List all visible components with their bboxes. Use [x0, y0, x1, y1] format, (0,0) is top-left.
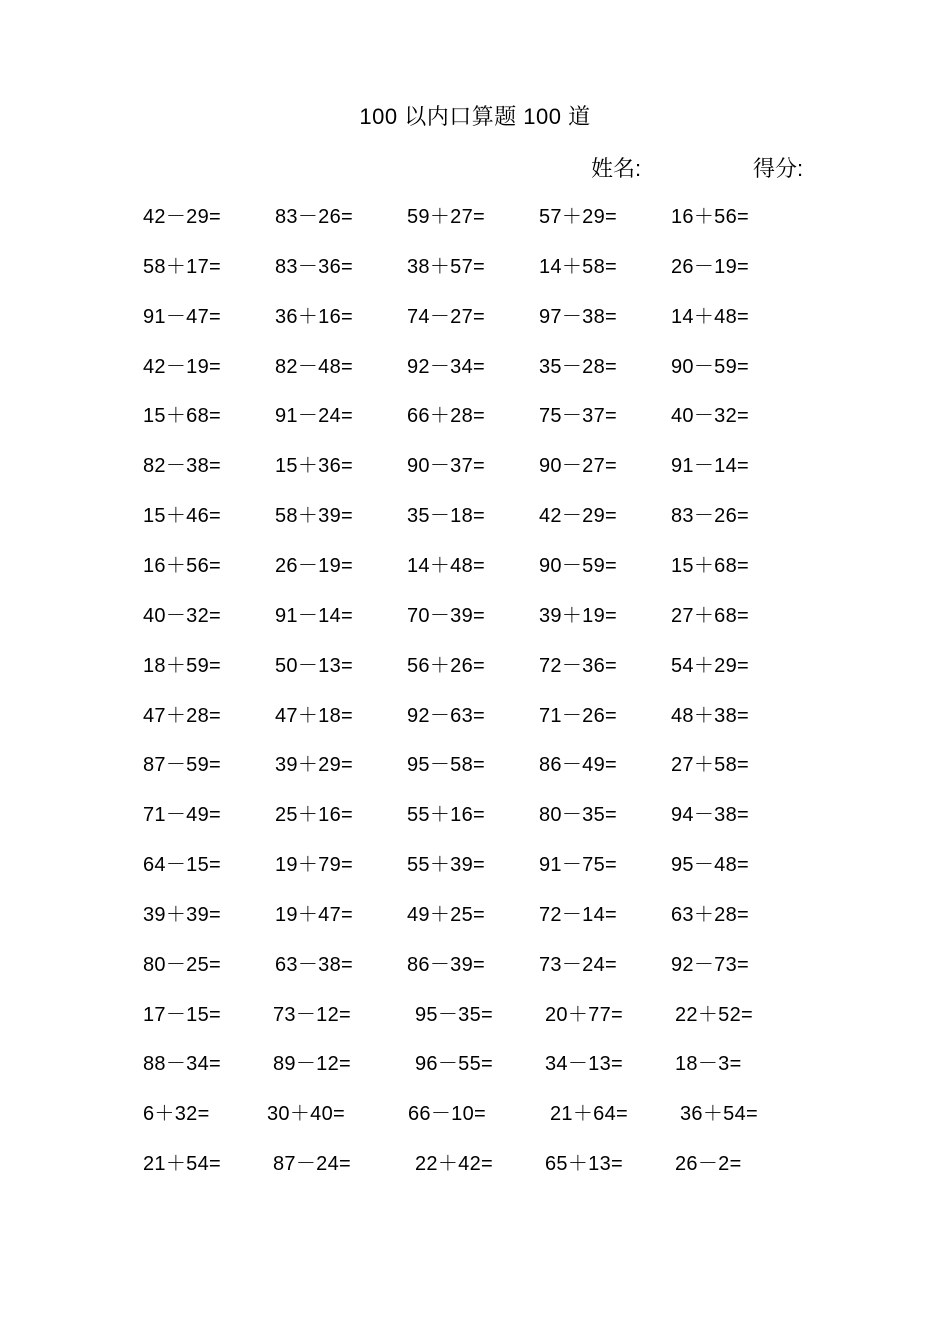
arithmetic-problem: 36＋54=	[680, 1103, 758, 1125]
arithmetic-problem: 72－14=	[539, 904, 617, 926]
arithmetic-problem: 89－12=	[273, 1053, 351, 1075]
problem-row	[0, 402, 950, 432]
arithmetic-problem: 30＋40=	[267, 1103, 345, 1125]
arithmetic-problem: 40－32=	[671, 405, 749, 427]
arithmetic-problem: 91－24=	[275, 405, 353, 427]
arithmetic-problem: 15＋68=	[143, 405, 221, 427]
arithmetic-problem: 66＋28=	[407, 405, 485, 427]
arithmetic-problem: 88－34=	[143, 1053, 221, 1075]
arithmetic-problem: 80－25=	[143, 954, 221, 976]
problem-row	[0, 1001, 950, 1031]
arithmetic-problem: 91－47=	[143, 306, 221, 328]
arithmetic-problem: 73－12=	[273, 1004, 351, 1026]
arithmetic-problem: 35－28=	[539, 356, 617, 378]
arithmetic-problem: 34－13=	[545, 1053, 623, 1075]
arithmetic-problem: 92－34=	[407, 356, 485, 378]
arithmetic-problem: 92－63=	[407, 705, 485, 727]
arithmetic-problem: 55＋39=	[407, 854, 485, 876]
arithmetic-problem: 39＋19=	[539, 605, 617, 627]
arithmetic-problem: 71－49=	[143, 804, 221, 826]
arithmetic-problem: 94－38=	[671, 804, 749, 826]
arithmetic-problem: 19＋79=	[275, 854, 353, 876]
arithmetic-problem: 90－37=	[407, 455, 485, 477]
problem-row	[0, 253, 950, 283]
arithmetic-problem: 19＋47=	[275, 904, 353, 926]
arithmetic-problem: 71－26=	[539, 705, 617, 727]
arithmetic-problem: 96－55=	[415, 1053, 493, 1075]
problem-row	[0, 851, 950, 881]
arithmetic-problem: 16＋56=	[143, 555, 221, 577]
arithmetic-problem: 39＋39=	[143, 904, 221, 926]
arithmetic-problem: 58＋39=	[275, 505, 353, 527]
arithmetic-problem: 74－27=	[407, 306, 485, 328]
arithmetic-problem: 90－59=	[671, 356, 749, 378]
arithmetic-problem: 35－18=	[407, 505, 485, 527]
arithmetic-problem: 90－27=	[539, 455, 617, 477]
arithmetic-problem: 82－48=	[275, 356, 353, 378]
arithmetic-problem: 97－38=	[539, 306, 617, 328]
arithmetic-problem: 95－48=	[671, 854, 749, 876]
arithmetic-problem: 48＋38=	[671, 705, 749, 727]
arithmetic-problem: 95－58=	[407, 754, 485, 776]
arithmetic-problem: 65＋13=	[545, 1153, 623, 1175]
arithmetic-problem: 90－59=	[539, 555, 617, 577]
arithmetic-problem: 6＋32=	[143, 1103, 210, 1125]
arithmetic-problem: 70－39=	[407, 605, 485, 627]
arithmetic-problem: 15＋46=	[143, 505, 221, 527]
arithmetic-problem: 73－24=	[539, 954, 617, 976]
arithmetic-problem: 36＋16=	[275, 306, 353, 328]
problem-row	[0, 1150, 950, 1180]
problem-row	[0, 203, 950, 233]
problem-row	[0, 702, 950, 732]
arithmetic-problem: 49＋25=	[407, 904, 485, 926]
arithmetic-problem: 87－24=	[273, 1153, 351, 1175]
arithmetic-problem: 91－14=	[275, 605, 353, 627]
problem-row	[0, 552, 950, 582]
arithmetic-problem: 82－38=	[143, 455, 221, 477]
arithmetic-problem: 54＋29=	[671, 655, 749, 677]
arithmetic-problem: 64－15=	[143, 854, 221, 876]
arithmetic-problem: 42－29=	[143, 206, 221, 228]
arithmetic-problem: 42－19=	[143, 356, 221, 378]
arithmetic-problem: 75－37=	[539, 405, 617, 427]
arithmetic-problem: 91－75=	[539, 854, 617, 876]
problem-row	[0, 1050, 950, 1080]
arithmetic-problem: 14＋48=	[407, 555, 485, 577]
arithmetic-problem: 18＋59=	[143, 655, 221, 677]
arithmetic-problem: 22＋52=	[675, 1004, 753, 1026]
problem-row	[0, 502, 950, 532]
arithmetic-problem: 63－38=	[275, 954, 353, 976]
arithmetic-problem: 42－29=	[539, 505, 617, 527]
arithmetic-problem: 17－15=	[143, 1004, 221, 1026]
page-title: 100 以内口算题 100 道	[359, 104, 591, 129]
arithmetic-problem: 26－2=	[675, 1153, 742, 1175]
problem-row	[0, 901, 950, 931]
arithmetic-problem: 14＋48=	[671, 306, 749, 328]
arithmetic-problem: 92－73=	[671, 954, 749, 976]
arithmetic-problem: 26－19=	[275, 555, 353, 577]
arithmetic-problem: 38＋57=	[407, 256, 485, 278]
arithmetic-problem: 50－13=	[275, 655, 353, 677]
arithmetic-problem: 55＋16=	[407, 804, 485, 826]
arithmetic-problem: 80－35=	[539, 804, 617, 826]
arithmetic-problem: 40－32=	[143, 605, 221, 627]
arithmetic-problem: 20＋77=	[545, 1004, 623, 1026]
arithmetic-problem: 83－36=	[275, 256, 353, 278]
arithmetic-problem: 91－14=	[671, 455, 749, 477]
arithmetic-problem: 21＋54=	[143, 1153, 221, 1175]
problem-row	[0, 303, 950, 333]
arithmetic-problem: 25＋16=	[275, 804, 353, 826]
arithmetic-problem: 18－3=	[675, 1053, 742, 1075]
arithmetic-problem: 21＋64=	[550, 1103, 628, 1125]
arithmetic-problem: 27＋68=	[671, 605, 749, 627]
problem-row	[0, 452, 950, 482]
problem-row	[0, 652, 950, 682]
problem-row	[0, 353, 950, 383]
arithmetic-problem: 47＋28=	[143, 705, 221, 727]
arithmetic-problem: 15＋36=	[275, 455, 353, 477]
arithmetic-problem: 15＋68=	[671, 555, 749, 577]
problem-row	[0, 1100, 950, 1130]
score-label: 得分:	[753, 156, 804, 181]
problem-row	[0, 602, 950, 632]
arithmetic-problem: 66－10=	[408, 1103, 486, 1125]
arithmetic-problem: 86－49=	[539, 754, 617, 776]
name-label: 姓名:	[591, 156, 642, 181]
arithmetic-problem: 47＋18=	[275, 705, 353, 727]
arithmetic-problem: 63＋28=	[671, 904, 749, 926]
arithmetic-problem: 95－35=	[415, 1004, 493, 1026]
arithmetic-problem: 57＋29=	[539, 206, 617, 228]
arithmetic-problem: 72－36=	[539, 655, 617, 677]
arithmetic-problem: 83－26=	[275, 206, 353, 228]
arithmetic-problem: 86－39=	[407, 954, 485, 976]
arithmetic-problem: 58＋17=	[143, 256, 221, 278]
problem-row	[0, 951, 950, 981]
problem-row	[0, 751, 950, 781]
arithmetic-problem: 59＋27=	[407, 206, 485, 228]
arithmetic-problem: 56＋26=	[407, 655, 485, 677]
arithmetic-problem: 83－26=	[671, 505, 749, 527]
arithmetic-problem: 26－19=	[671, 256, 749, 278]
arithmetic-problem: 22＋42=	[415, 1153, 493, 1175]
arithmetic-problem: 14＋58=	[539, 256, 617, 278]
arithmetic-problem: 39＋29=	[275, 754, 353, 776]
arithmetic-problem: 87－59=	[143, 754, 221, 776]
arithmetic-problem: 27＋58=	[671, 754, 749, 776]
problem-row	[0, 801, 950, 831]
arithmetic-problem: 16＋56=	[671, 206, 749, 228]
